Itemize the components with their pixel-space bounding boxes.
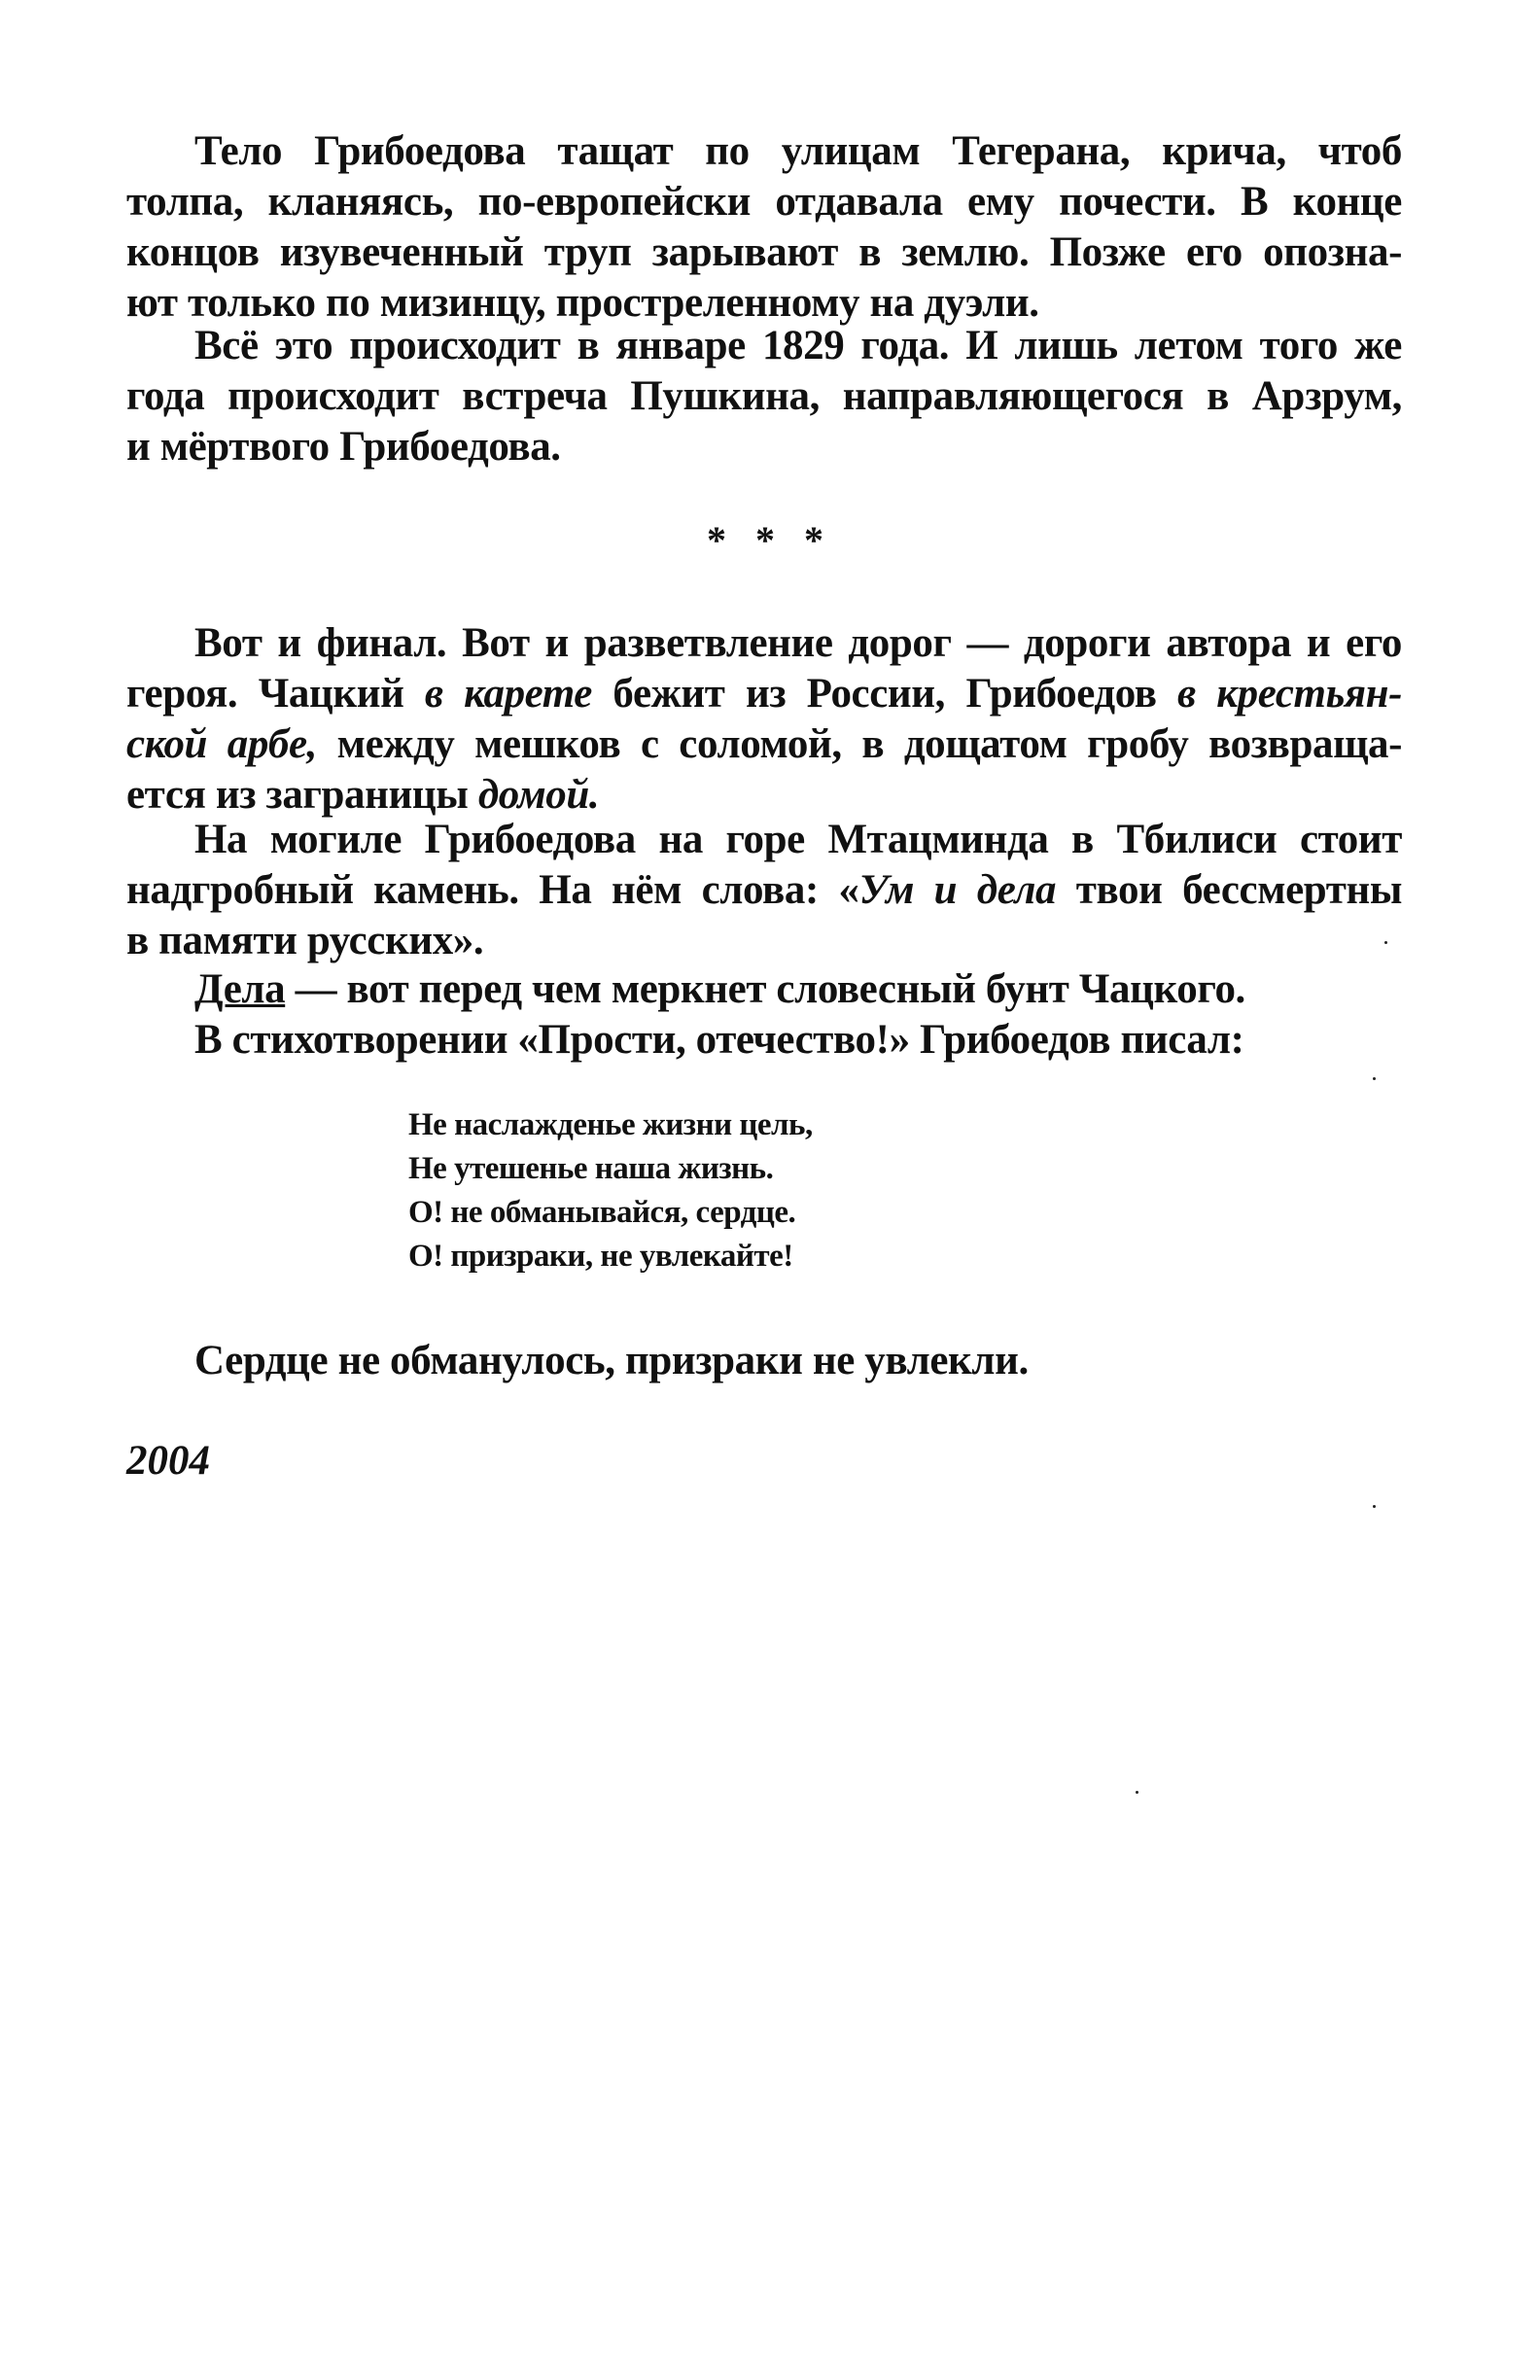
paragraph-2-line-1: Всё это происходит в январе 1829 года. И лишь летом того же bbox=[194, 323, 1402, 368]
scan-speck bbox=[1373, 1505, 1376, 1508]
italic-run: Ум и дела bbox=[858, 867, 1057, 913]
paragraph-4-line-3: в памяти русских». bbox=[126, 918, 484, 963]
paragraph-3-line-1: Вот и финал. Вот и разветвление дорог — дороги автора и его bbox=[194, 620, 1402, 666]
paragraph-1-line-3: концов изувеченный труп зарывают в землю. Позже его опозна- bbox=[126, 229, 1402, 275]
text-run: между мешков с соломой, в дощатом гробу возвраща- bbox=[317, 721, 1402, 767]
poem-line-4: О! призраки, не увлекайте! bbox=[408, 1239, 793, 1274]
paragraph-4-line-1: На могиле Грибоедова на горе Мтацминда в Тбилиси стоит bbox=[194, 817, 1402, 862]
poem-line-3: О! не обманывайся, сердце. bbox=[408, 1195, 796, 1230]
closing-sentence: Сердце не обманулось, призраки не увлекли. bbox=[194, 1338, 1029, 1383]
text-run: героя. Чацкий bbox=[126, 671, 425, 717]
poem-quote bbox=[408, 1103, 813, 1278]
italic-run: домой. bbox=[477, 772, 600, 818]
paragraph-5 bbox=[126, 964, 1402, 1015]
scan-speck bbox=[1373, 1077, 1376, 1080]
paragraph-3 bbox=[126, 618, 1402, 821]
paragraph-3-line-3 bbox=[126, 719, 1402, 770]
italic-run: ской арбе, bbox=[126, 721, 318, 767]
paragraph-1-line-2: толпа, кланяясь, по-европейски отдавала ему почести. В конце bbox=[126, 179, 1402, 225]
text-run: — вот перед чем меркнет словесный бунт Чацкого. bbox=[285, 966, 1245, 1012]
paragraph-4-line-2 bbox=[126, 865, 1402, 916]
underlined-run: Дела bbox=[194, 966, 286, 1012]
paragraph-1 bbox=[126, 126, 1402, 329]
scan-speck bbox=[1384, 941, 1387, 944]
text-run: ется из заграницы bbox=[126, 772, 478, 818]
poem-line-2: Не утешенье наша жизнь. bbox=[408, 1151, 774, 1186]
paragraph-1-line-1: Тело Грибоедова тащат по улицам Тегерана, крича, чтоб bbox=[194, 128, 1402, 174]
paragraph-2 bbox=[126, 321, 1402, 472]
italic-run: в карете bbox=[424, 671, 592, 717]
paragraph-5-line-1 bbox=[126, 964, 1402, 1015]
text-run: бежит из России, Грибоедов bbox=[591, 671, 1177, 717]
date-signature: 2004 bbox=[126, 1438, 210, 1484]
italic-run: в крестьян- bbox=[1177, 671, 1402, 717]
text-run: твои бессмертны bbox=[1056, 867, 1402, 913]
paragraph-3-line-4 bbox=[126, 770, 1402, 821]
paragraph-2-line-2: года происходит встреча Пушкина, направляющегося в Арзрум, bbox=[126, 373, 1402, 419]
paragraph-6 bbox=[126, 1015, 1402, 1066]
paragraph-4 bbox=[126, 815, 1402, 966]
paragraph-1-line-4: ют только по мизинцу, простреленному на дуэли. bbox=[126, 280, 1039, 326]
poem-line-1: Не наслажденье жизни цель, bbox=[408, 1107, 813, 1142]
paragraph-6-line-1: В стихотворении «Прости, отечество!» Грибоедов писал: bbox=[194, 1017, 1244, 1063]
paragraph-2-line-3: и мёртвого Грибоедова. bbox=[126, 424, 561, 470]
section-separator: * * * bbox=[707, 518, 833, 562]
paragraph-3-line-2 bbox=[126, 669, 1402, 719]
text-run: надгробный камень. На нём слова: « bbox=[126, 867, 859, 913]
scan-speck bbox=[1136, 1791, 1138, 1794]
